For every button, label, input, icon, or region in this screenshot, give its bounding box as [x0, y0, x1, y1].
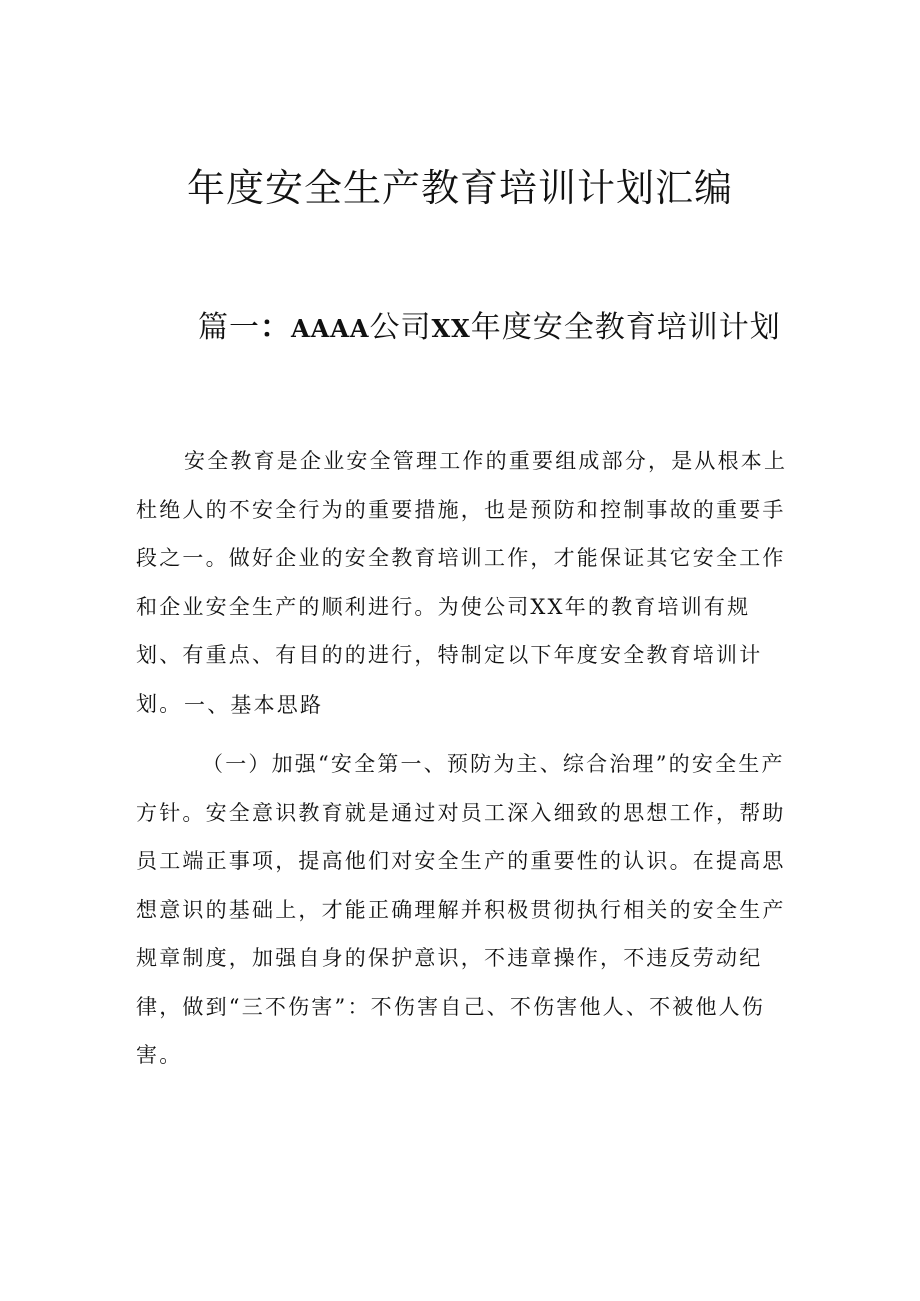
subtitle-year-code: XX	[431, 314, 471, 343]
subtitle-company-code: AAAA	[291, 314, 370, 343]
subtitle-colon: ：	[260, 310, 291, 345]
subtitle-company-word: 公司	[369, 310, 432, 345]
point-one-paragraph: （一）加强“安全第一、预防为主、综合治理”的安全生产方针。安全意识教育就是通过对员工深入细致的思想工作，帮助员工端正事项，提高他们对安全生产的重要性的认识。在提高思想意识的基础上，才能正确理解并积极贯彻执行相关的安全生产规章制度，加强自身的保护意识，不违章操作，不违反劳动纪律，做到“三不伤害”：不伤害自己、不伤害他人、不被他人伤害。	[136, 752, 786, 1067]
subtitle-prefix: 篇一	[198, 310, 260, 345]
intro-paragraph: 安全教育是企业安全管理工作的重要组成部分，是从根本上杜绝人的不安全行为的重要措施，也是预防和控制事故的重要手段之一。做好企业的安全教育培训工作，才能保证其它安全工作和企业安全生产的顺利进行。为使公司XX年的教育培训有规划、有重点、有目的的进行，特制定以下年度安全教育培训计划。	[136, 449, 788, 716]
document-subtitle	[198, 304, 781, 353]
document-title: 年度安全生产教育培训计划汇编	[186, 166, 733, 210]
section-heading-basic-approach: 一、基本思路	[184, 693, 324, 717]
subtitle-suffix: 年度安全教育培训计划	[470, 310, 781, 345]
